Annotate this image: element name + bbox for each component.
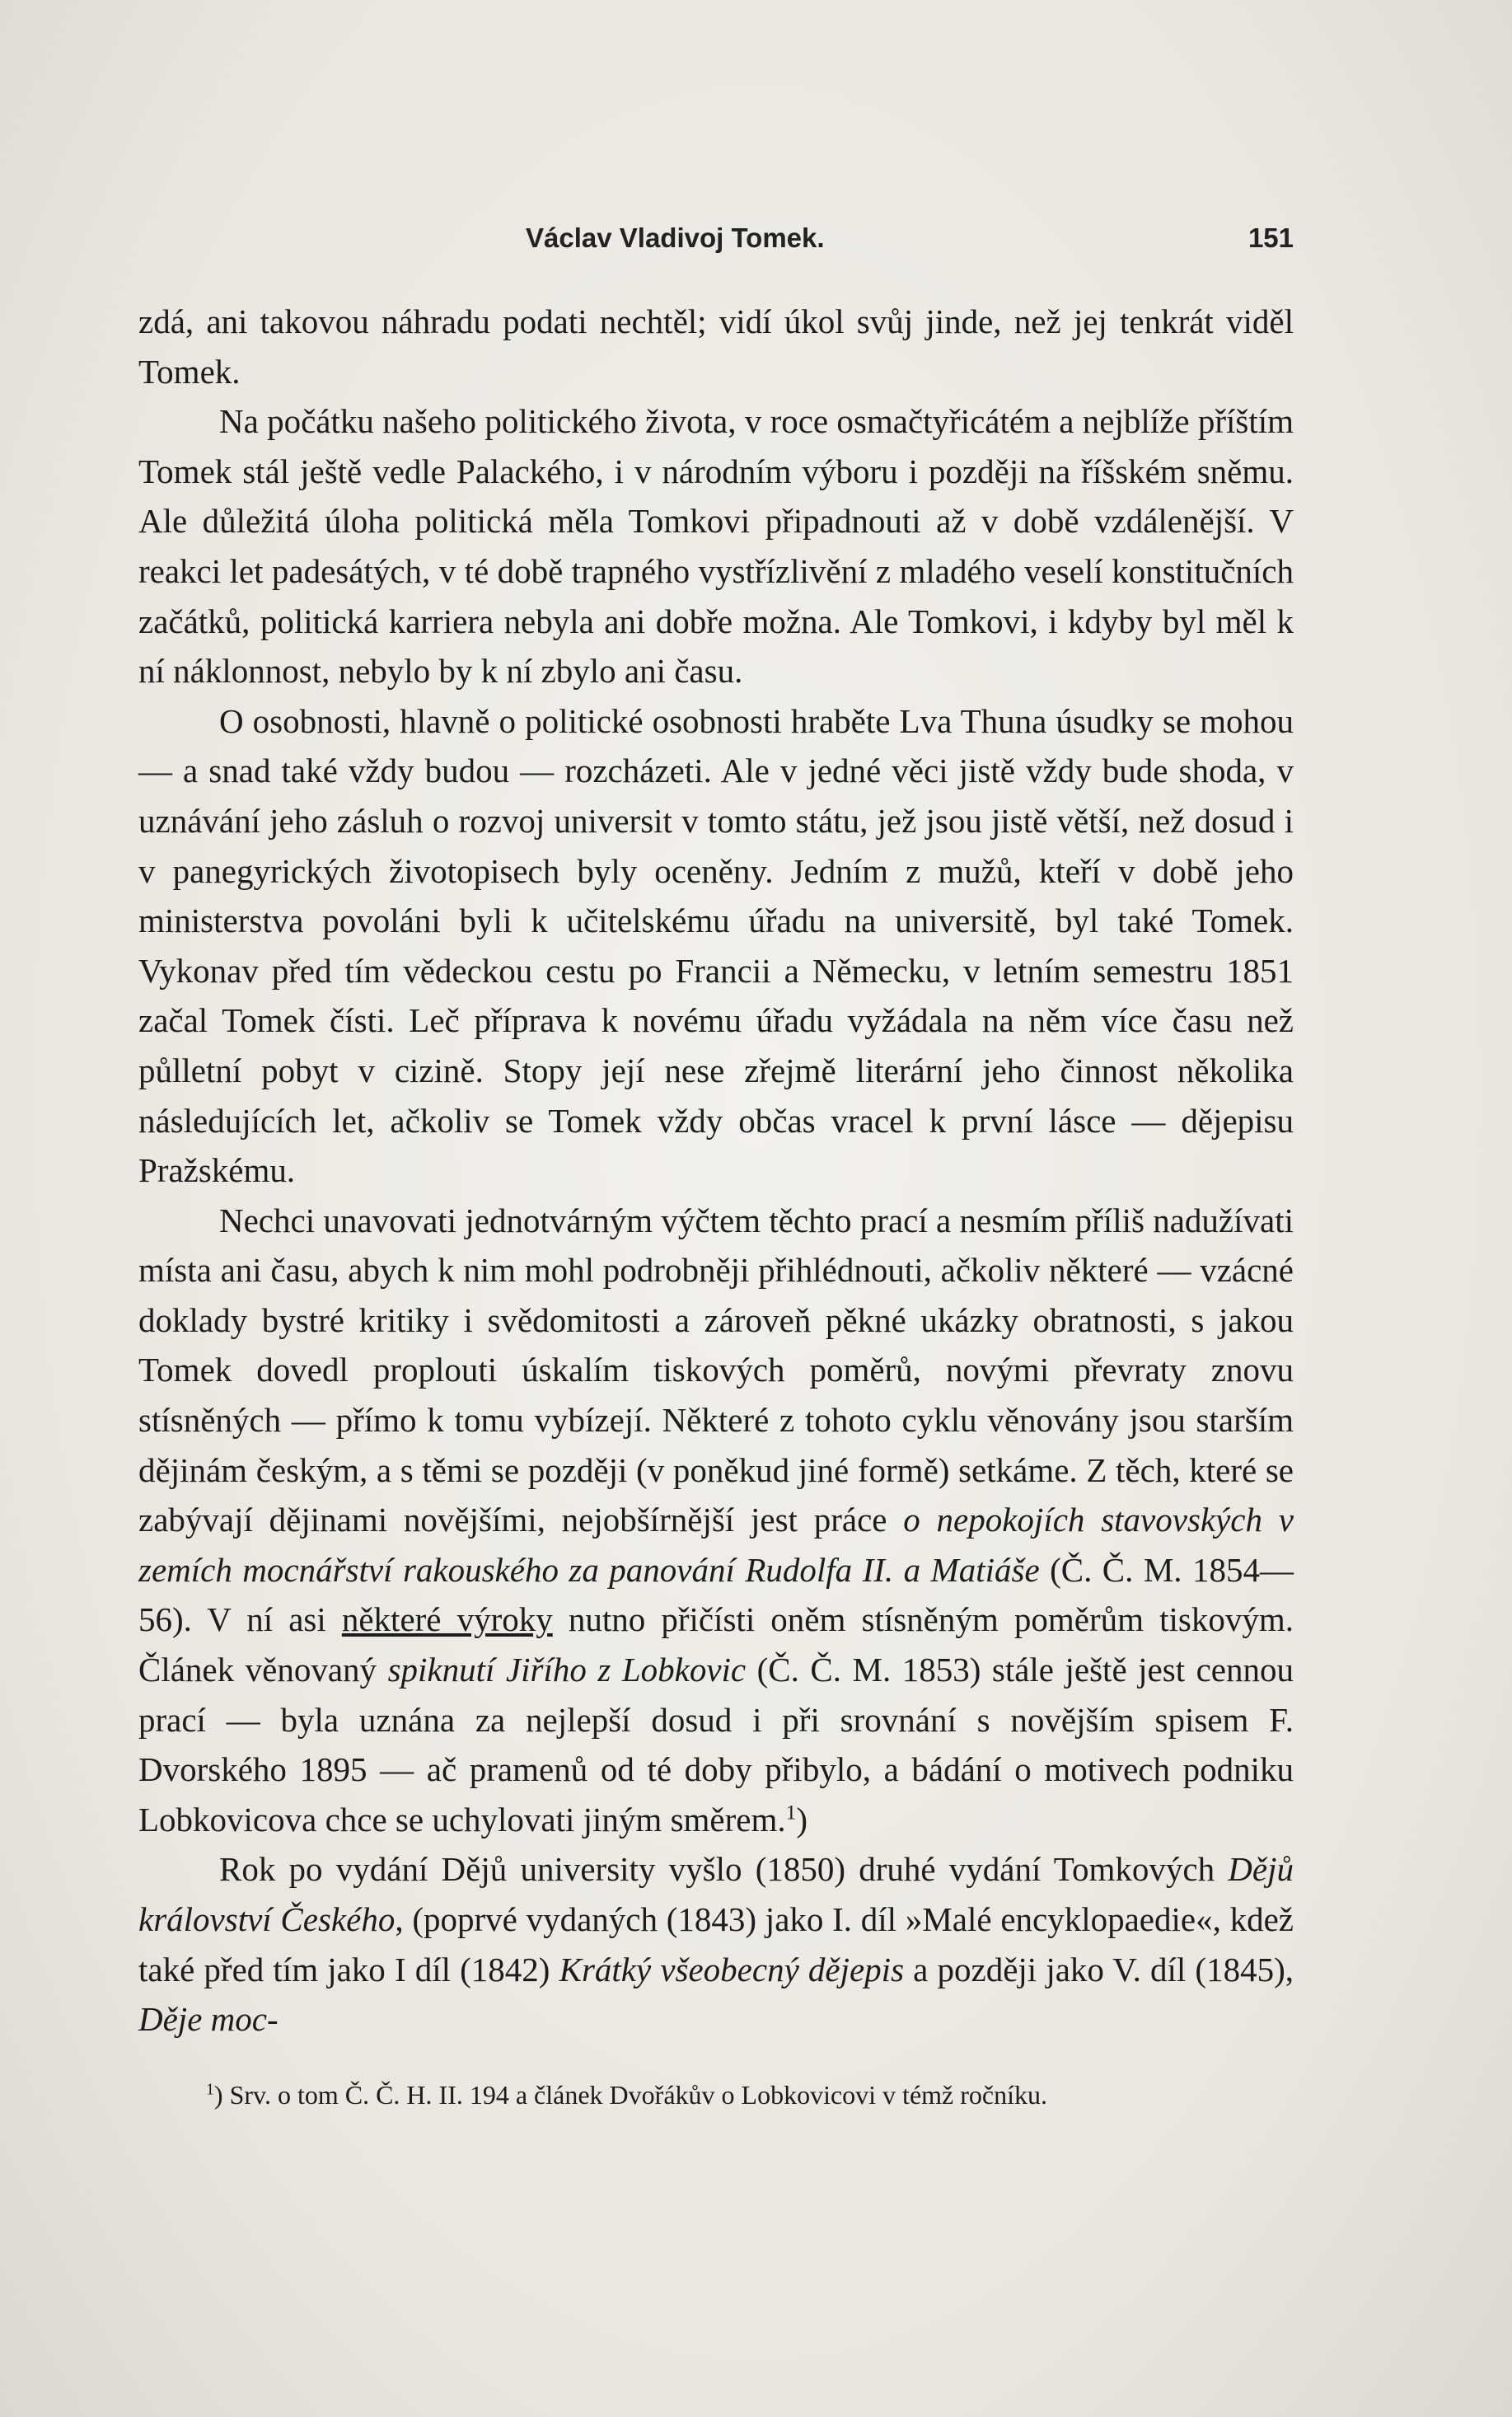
footnote-text: ) Srv. o tom Č. Č. H. II. 194 a článek Dvořákův o Lobkovicovi v témž ročníku. — [213, 2079, 1047, 2110]
paragraph-3: O osobnosti, hlavně o politické osobnosti hraběte Lva Thuna úsudky se mohou — a snad také vždy budou — rozcházeti. Ale v jedné věci jistě vždy bude shoda, v uznávání jeho zásluh o rozvoj universit v tomto státu, jež jsou jistě větší, než dosud i v panegyrických životopisech byly oceněny. Jedním z mužů, kteří v době jeho ministerstva povoláni byli k učitelskému úřadu na universitě, byl také Tomek. Vykonav před tím vědeckou cestu po Francii a Německu, v letním semestru 1851 začal Tomek čísti. Leč příprava k novému úřadu vyžádala na něm více času než půlletní pobyt v cizině. Stopy její nese zřejmě literární jeho činnost několika následujících let, ačkoliv se Tomek vždy občas vracel k první lásce — dějepisu Pražskému. — [138, 701, 1294, 1190]
paragraph-4-text-i: ) — [796, 1800, 807, 1839]
work-title-deje-kralovstvi: Dějů království Českého — [138, 1850, 1294, 1938]
paragraph-4-text-a: Nechci unavovati jednotvárným výčtem těchto prací a nesmím příliš nadužívati místa ani času, abych k nim mohl podrobněji přihlédnouti, ačkoliv některé — vzácné doklady bystré kritiky i svědomitosti a zároveň pěkné ukázky obratnosti, s jakou Tomek dovedl proplouti úskalím tiskových poměrů, novými převraty znovu stísněných — přímo k tomu vybízejí. Některé z tohoto cyklu věnovány jsou starším dějinám českým, a s těmi se později (v poněkud jiné formě) setkáme. Z těch, které se zabývají dějinami novějšími, nejobšírnější jest práce — [138, 1201, 1294, 1539]
paragraph-4 — [138, 1196, 1294, 1845]
paragraph-5-text-e: a později jako V. díl (1845), — [904, 1950, 1294, 1988]
work-title-deje-moc: Děje moc- — [138, 2000, 279, 2039]
paragraph-4-text-g: (Č. Č. M. 1853) stále ještě jest cennou prací — byla uznána za nejlepší dosud i při srovnání s novějším spisem F. Dvorského 1895 — ač pramenů od té doby přibylo, a bádání o motivech podniku Lobkovicova chce se uchylovati jiným směrem. — [138, 1651, 1294, 1839]
work-title-nepokoje: o nepokojích stavovských v zemích mocnářství rakouského za panování Rudolfa II. a Matiáše — [138, 1501, 1294, 1589]
footnote-reference: 1 — [785, 1801, 797, 1824]
footnote — [138, 2076, 1294, 2114]
running-title: Václav Vladivoj Tomek. — [526, 222, 825, 253]
work-title-spiknuti: spiknutí Jiřího z Lobkovic — [387, 1651, 747, 1689]
paragraph-1: zdá, ani takovou náhradu podati nechtěl; vidí úkol svůj jinde, než jej tenkrát viděl Tomek. — [138, 302, 1294, 391]
work-title-kratky-dejepis: Krátký všeobecný dějepis — [559, 1950, 905, 1988]
page-number: 151 — [1248, 222, 1294, 253]
paragraph-5-text-c: , (poprvé vydaných (1843) jako I. díl »Malé encyklopaedie«, kdež také před tím jako I díl (1842) — [138, 1900, 1294, 1988]
book-page — [138, 206, 1294, 2114]
paragraph-4-text-e: nutno přičísti oněm stísněným poměrům tiskovým. Článek věnovaný — [138, 1600, 1294, 1689]
paragraph-4-text-c: (Č. Č. M. 1854—56). V ní asi — [138, 1550, 1294, 1639]
underlined-phrase: některé výroky — [341, 1600, 553, 1639]
paragraph-5-text-a: Rok po vydání Dějů university vyšlo (1850) druhé vydání Tomkových — [219, 1850, 1229, 1889]
paragraph-2: Na počátku našeho politického života, v roce osmačtyřicátém a nejblíže příštím Tomek stál ještě vedle Palackého, i v národním výboru i později na říšském sněmu. Ale důležitá úloha politická měla Tomkovi připadnouti až v době vzdálenější. V reakci let padesátých, v té době trapného vystřízlivění z mladého veselí konstitučních začátků, politická karriera nebyla ani dobře možna. Ale Tomkovi, i kdyby byl měl k ní náklonnost, nebylo by k ní zbylo ani času. — [138, 402, 1294, 691]
footnote-marker: 1 — [206, 2080, 214, 2099]
running-head — [138, 206, 1294, 255]
body-text — [138, 297, 1294, 2045]
paragraph-5 — [138, 1844, 1294, 2044]
